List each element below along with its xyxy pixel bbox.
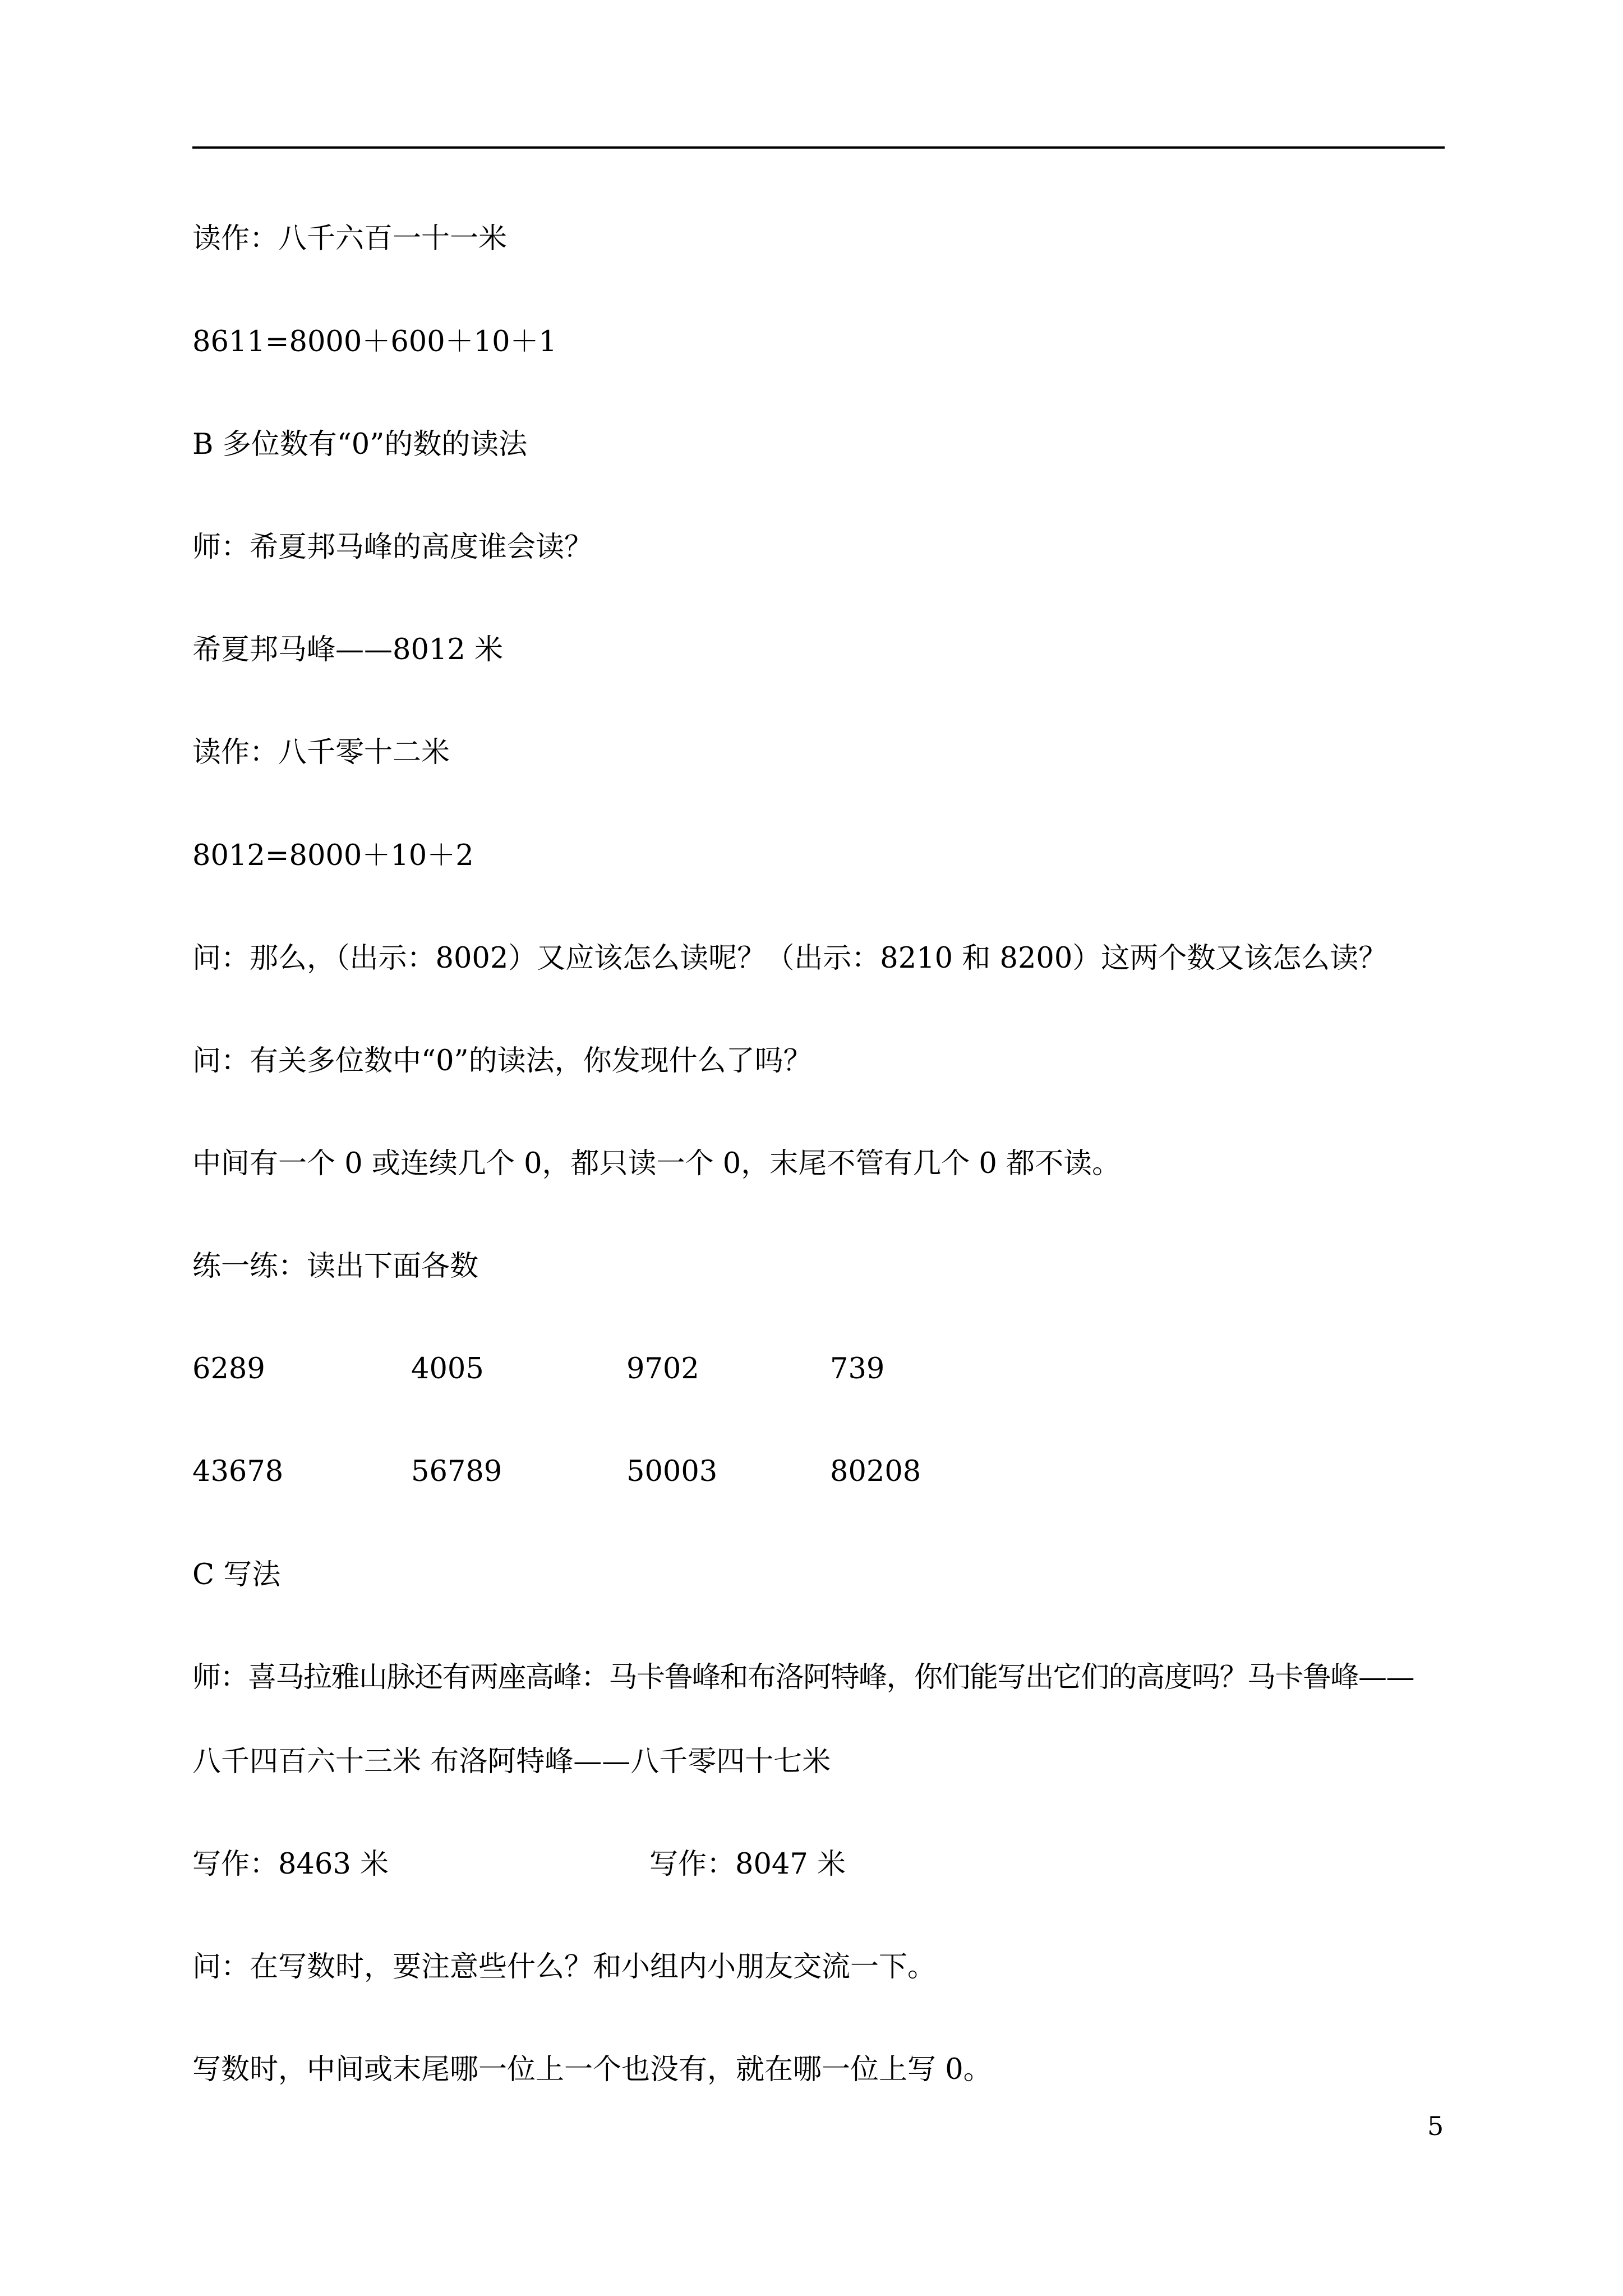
expansion-8611: 8611=8000＋600＋10＋1 bbox=[192, 325, 557, 358]
expansion-8012: 8012=8000＋10＋2 bbox=[192, 839, 474, 872]
written-form-8463: 写作：8463 米 bbox=[192, 1848, 389, 1881]
practice-number: 80208 bbox=[830, 1455, 921, 1488]
zero-reading-rule: 中间有一个 0 或连续几个 0，都只读一个 0，末尾不管有几个 0 都不读。 bbox=[192, 1147, 1121, 1180]
header-rule bbox=[192, 146, 1445, 149]
practice-heading: 练一练：读出下面各数 bbox=[192, 1250, 479, 1283]
practice-number: 9702 bbox=[626, 1352, 699, 1386]
section-b-heading: B 多位数有“0”的数的读法 bbox=[192, 428, 528, 461]
practice-number: 6289 bbox=[192, 1352, 265, 1386]
page-number: 5 bbox=[1427, 2111, 1444, 2141]
xixabangma-height: 希夏邦马峰——8012 米 bbox=[192, 633, 504, 666]
reading-8611: 读作：八千六百一十一米 bbox=[192, 222, 508, 255]
writing-zero-rule: 写数时，中间或末尾哪一位上一个也没有，就在哪一位上写 0。 bbox=[192, 2053, 992, 2086]
question-zero-reading: 问：有关多位数中“0”的读法，你发现什么了吗？ bbox=[192, 1045, 812, 1078]
teacher-question-peaks: 师：喜马拉雅山脉还有两座高峰：马卡鲁峰和布洛阿特峰，你们能写出它们的高度吗？马卡鲁峰—— bbox=[192, 1661, 1414, 1694]
peak-heights-in-words: 八千四百六十三米 布洛阿特峰——八千零四十七米 bbox=[192, 1745, 831, 1778]
practice-number: 4005 bbox=[411, 1352, 484, 1386]
question-8002: 问：那么，（出示：8002）又应该怎么读呢？（出示：8210 和 8200）这两个数又该怎么读？ bbox=[192, 942, 1387, 975]
reading-8012: 读作：八千零十二米 bbox=[192, 736, 450, 769]
teacher-question-xixabangma: 师：希夏邦马峰的高度谁会读？ bbox=[192, 531, 593, 564]
section-c-heading: C 写法 bbox=[192, 1558, 281, 1591]
written-form-8047: 写作：8047 米 bbox=[649, 1848, 846, 1881]
practice-number: 43678 bbox=[192, 1455, 284, 1488]
question-writing-numbers: 问：在写数时，要注意些什么？和小组内小朋友交流一下。 bbox=[192, 1950, 937, 1984]
practice-number: 739 bbox=[830, 1352, 885, 1386]
practice-number: 50003 bbox=[626, 1455, 718, 1488]
practice-number: 56789 bbox=[411, 1455, 502, 1488]
